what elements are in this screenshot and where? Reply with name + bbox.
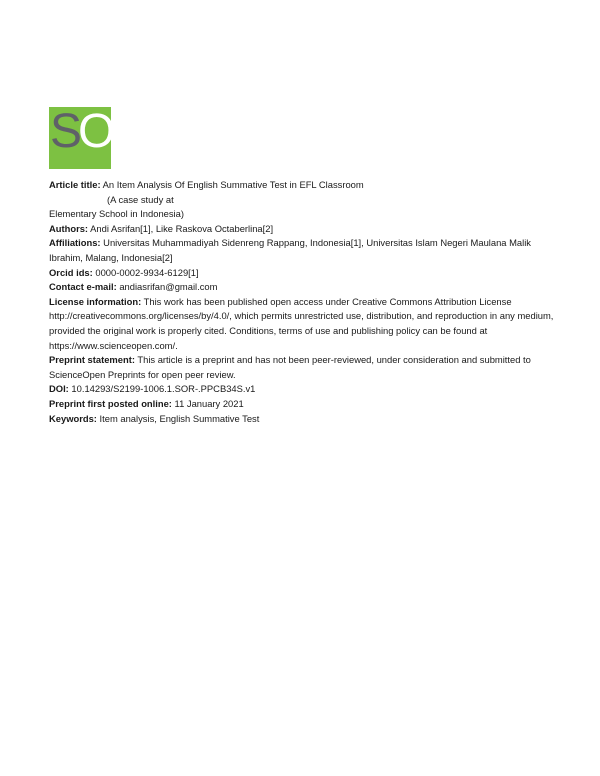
article-metadata xyxy=(49,178,564,426)
article-title-line2: (A case study at xyxy=(107,193,174,205)
authors-value: Andi Asrifan[1], Like Raskova Octaberlina[2] xyxy=(90,222,274,234)
orcid-label: Orcid ids: xyxy=(49,266,93,278)
doi-label: DOI: xyxy=(49,383,69,395)
posted-label: Preprint first posted online: xyxy=(49,397,172,409)
orcid-row xyxy=(49,266,564,281)
doi-row xyxy=(49,382,564,397)
authors-label: Authors: xyxy=(49,222,89,234)
preprint-statement-label: Preprint statement: xyxy=(49,354,135,366)
license-value: This work has been published open access under Creative Commons Attribution License http://creativecommons.org/licenses/by/4.0/, which permits unrestricted use, distribution, and reproduction in any medium, provided the original work is properly cited. Conditions, terms of use and publishing policy can be found at https://www.scienceopen.com/. xyxy=(49,295,554,351)
posted-row xyxy=(49,397,564,412)
affiliations-row xyxy=(49,236,564,265)
affiliations-value: Universitas Muhammadiyah Sidenreng Rappang, Indonesia[1], Universitas Islam Negeri Maulana Malik Ibrahim, Malang, Indonesia[2] xyxy=(49,237,531,263)
preprint-statement-value: This article is a preprint and has not been peer-reviewed, under consideration and submitted to ScienceOpen Preprints for open peer review. xyxy=(49,354,531,380)
keywords-label: Keywords: xyxy=(49,412,97,424)
article-title-line1: An Item Analysis Of English Summative Test in EFL Classroom xyxy=(102,179,364,190)
logo-letter-s: S xyxy=(50,105,81,158)
authors-row xyxy=(49,222,564,237)
doi-value: 10.14293/S2199-1006.1.SOR-.PPCB34S.v1 xyxy=(71,383,256,395)
contact-label: Contact e-mail: xyxy=(49,281,117,293)
preprint-statement-row xyxy=(49,353,564,382)
keywords-value: Item analysis, English Summative Test xyxy=(99,412,260,424)
article-title-row xyxy=(49,178,564,193)
keywords-row xyxy=(49,412,564,427)
orcid-value: 0000-0002-9934-6129[1] xyxy=(95,266,199,278)
logo-letter-o: O xyxy=(78,105,116,158)
affiliations-label: Affiliations: xyxy=(49,237,101,249)
license-row xyxy=(49,295,564,353)
contact-email: andiasrifan@gmail.com xyxy=(119,281,218,293)
license-label: License information: xyxy=(49,295,142,307)
posted-value: 11 January 2021 xyxy=(174,397,244,409)
scienceopen-logo xyxy=(49,105,116,169)
contact-row xyxy=(49,280,564,295)
article-title-line3: Elementary School in Indonesia) xyxy=(49,208,184,220)
article-title-label: Article title: xyxy=(49,179,101,190)
